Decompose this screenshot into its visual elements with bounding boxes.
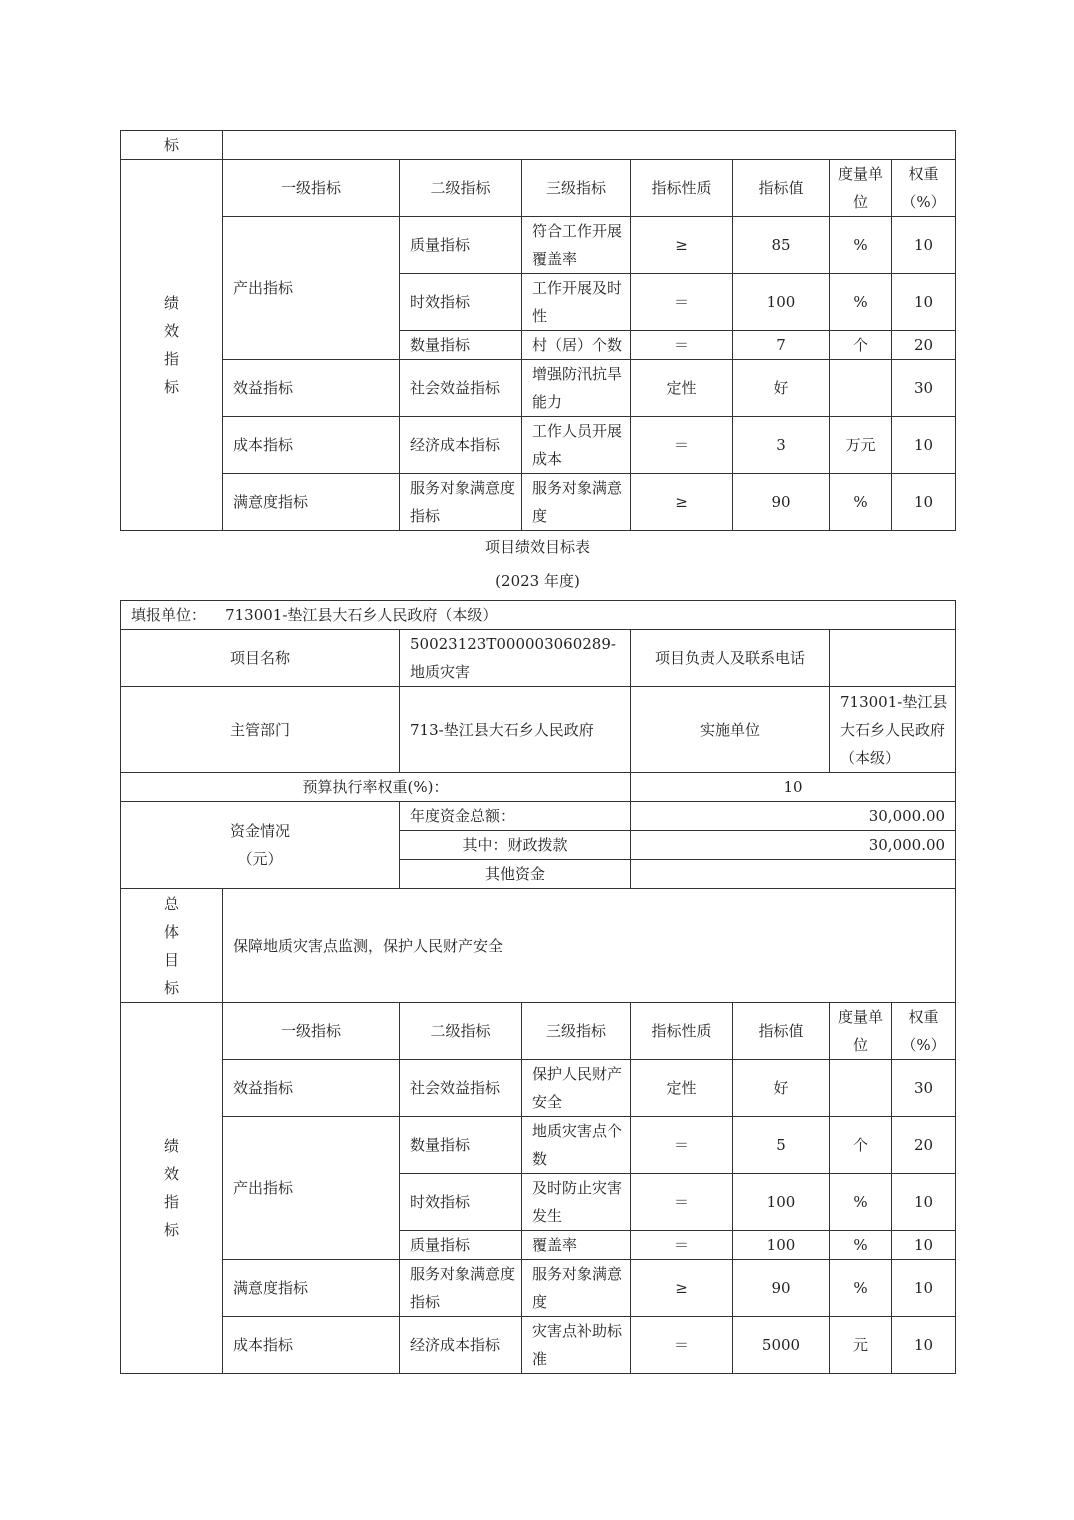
value-cell: 100	[733, 1231, 830, 1260]
unit-cell: 万元	[830, 417, 892, 474]
weight-cell: 10	[892, 1174, 956, 1231]
weight-cell: 30	[892, 1060, 956, 1117]
level3-cell: 及时防止灾害发生	[522, 1174, 631, 1231]
value-cell: 5	[733, 1117, 830, 1174]
level2-cell: 时效指标	[400, 274, 522, 331]
weight-cell: 10	[892, 1317, 956, 1374]
header-level3: 三级指标	[522, 160, 631, 217]
nature-cell: ＝	[631, 1117, 733, 1174]
top-label: 标	[121, 131, 223, 160]
level2-cell: 经济成本指标	[400, 1317, 522, 1374]
header-unit: 度量单位	[830, 1003, 892, 1060]
level1-cell: 满意度指标	[223, 474, 400, 531]
unit-cell: 个	[830, 331, 892, 360]
level3-cell: 符合工作开展覆盖率	[522, 217, 631, 274]
unit-cell: 个	[830, 1117, 892, 1174]
level2-cell: 数量指标	[400, 1117, 522, 1174]
value-cell: 90	[733, 1260, 830, 1317]
level3-cell: 增强防汛抗旱能力	[522, 360, 631, 417]
reporting-unit-row	[121, 601, 956, 630]
level2-cell: 社会效益指标	[400, 360, 522, 417]
header-weight: 权重（%）	[892, 160, 956, 217]
weight-cell: 10	[892, 274, 956, 331]
header-level3: 三级指标	[522, 1003, 631, 1060]
level2-cell: 社会效益指标	[400, 1060, 522, 1117]
level1-cell: 成本指标	[223, 417, 400, 474]
level3-cell: 服务对象满意度	[522, 474, 631, 531]
level1-cell: 效益指标	[223, 360, 400, 417]
value-cell: 100	[733, 1174, 830, 1231]
header-unit: 度量单位	[830, 160, 892, 217]
nature-cell: ≥	[631, 474, 733, 531]
level1-cell: 成本指标	[223, 1317, 400, 1374]
project-leader-value	[830, 630, 956, 687]
level2-cell: 质量指标	[400, 217, 522, 274]
header-nature: 指标性质	[631, 1003, 733, 1060]
side-label: 绩 效 指 标	[121, 160, 223, 531]
overall-goal-label: 总 体 目 标	[121, 889, 223, 1003]
nature-cell: ＝	[631, 331, 733, 360]
fiscal-fund-value: 30,000.00	[631, 831, 956, 860]
value-cell: 100	[733, 274, 830, 331]
other-fund-value	[631, 860, 956, 889]
other-fund-label: 其他资金	[400, 860, 631, 889]
level3-cell: 地质灾害点个数	[522, 1117, 631, 1174]
nature-cell: ≥	[631, 1260, 733, 1317]
nature-cell: 定性	[631, 360, 733, 417]
side-label: 绩 效 指 标	[121, 1003, 223, 1374]
header-value: 指标值	[733, 160, 830, 217]
performance-goal-table	[120, 600, 956, 1374]
unit-cell: %	[830, 474, 892, 531]
unit-cell: %	[830, 274, 892, 331]
nature-cell: ≥	[631, 217, 733, 274]
table-row	[121, 1117, 956, 1174]
value-cell: 好	[733, 360, 830, 417]
unit-cell: %	[830, 1260, 892, 1317]
weight-cell: 20	[892, 1117, 956, 1174]
value-cell: 好	[733, 1060, 830, 1117]
unit-cell	[830, 360, 892, 417]
value-cell: 85	[733, 217, 830, 274]
overall-goal-value: 保障地质灾害点监测，保护人民财产安全	[223, 889, 956, 1003]
level2-cell: 时效指标	[400, 1174, 522, 1231]
level2-cell: 服务对象满意度指标	[400, 474, 522, 531]
nature-cell: ＝	[631, 274, 733, 331]
performance-table-continued	[120, 130, 956, 531]
level1-cell: 效益指标	[223, 1060, 400, 1117]
header-value: 指标值	[733, 1003, 830, 1060]
table-row	[121, 217, 956, 274]
weight-cell: 10	[892, 417, 956, 474]
project-name-label: 项目名称	[121, 630, 400, 687]
weight-cell: 10	[892, 1260, 956, 1317]
value-cell: 7	[733, 331, 830, 360]
unit-cell: %	[830, 217, 892, 274]
level3-cell: 工作人员开展成本	[522, 417, 631, 474]
annual-fund-label: 年度资金总额：	[400, 802, 631, 831]
level3-cell: 村（居）个数	[522, 331, 631, 360]
impl-unit-value: 713001-垫江县大石乡人民政府（本级）	[830, 687, 956, 773]
unit-cell: %	[830, 1231, 892, 1260]
impl-unit-label: 实施单位	[631, 687, 830, 773]
level3-cell: 覆盖率	[522, 1231, 631, 1260]
budget-rate-value: 10	[631, 773, 956, 802]
table-row	[121, 360, 956, 417]
header-nature: 指标性质	[631, 160, 733, 217]
level2-cell: 经济成本指标	[400, 417, 522, 474]
weight-cell: 30	[892, 360, 956, 417]
header-weight: 权重（%）	[892, 1003, 956, 1060]
table-title: 项目绩效目标表	[484, 538, 590, 556]
level2-cell: 服务对象满意度指标	[400, 1260, 522, 1317]
nature-cell: ＝	[631, 1231, 733, 1260]
table-row	[121, 474, 956, 531]
top-empty-cell	[223, 131, 956, 160]
table-year: (2023 年度)	[495, 572, 580, 590]
table-row	[121, 1260, 956, 1317]
fund-label: 资金情况 （元）	[121, 802, 400, 889]
level3-cell: 保护人民财产安全	[522, 1060, 631, 1117]
reporting-unit-label: 填报单位：	[131, 606, 207, 624]
weight-cell: 10	[892, 217, 956, 274]
project-leader-label: 项目负责人及联系电话	[631, 630, 830, 687]
level1-cell: 产出指标	[223, 217, 400, 360]
level1-cell: 产出指标	[223, 1117, 400, 1260]
project-name-value: 50023123T000003060289-地质灾害	[400, 630, 631, 687]
fiscal-fund-label: 其中：财政拨款	[400, 831, 631, 860]
header-level2: 二级指标	[400, 160, 522, 217]
level3-cell: 服务对象满意度	[522, 1260, 631, 1317]
nature-cell: 定性	[631, 1060, 733, 1117]
unit-cell: 元	[830, 1317, 892, 1374]
nature-cell: ＝	[631, 1174, 733, 1231]
nature-cell: ＝	[631, 417, 733, 474]
table-row	[121, 1060, 956, 1117]
header-level1: 一级指标	[223, 1003, 400, 1060]
value-cell: 90	[733, 474, 830, 531]
header-level1: 一级指标	[223, 160, 400, 217]
value-cell: 5000	[733, 1317, 830, 1374]
annual-fund-value: 30,000.00	[631, 802, 956, 831]
table-row	[121, 1317, 956, 1374]
value-cell: 3	[733, 417, 830, 474]
level2-cell: 数量指标	[400, 331, 522, 360]
level3-cell: 灾害点补助标准	[522, 1317, 631, 1374]
unit-cell	[830, 1060, 892, 1117]
dept-label: 主管部门	[121, 687, 400, 773]
dept-value: 713-垫江县大石乡人民政府	[400, 687, 631, 773]
table-row	[121, 417, 956, 474]
level2-cell: 质量指标	[400, 1231, 522, 1260]
weight-cell: 20	[892, 331, 956, 360]
level1-cell: 满意度指标	[223, 1260, 400, 1317]
weight-cell: 10	[892, 1231, 956, 1260]
weight-cell: 10	[892, 474, 956, 531]
reporting-unit-value: 713001-垫江县大石乡人民政府（本级）	[225, 606, 498, 624]
unit-cell: %	[830, 1174, 892, 1231]
nature-cell: ＝	[631, 1317, 733, 1374]
header-level2: 二级指标	[400, 1003, 522, 1060]
budget-rate-label: 预算执行率权重(%)：	[121, 773, 631, 802]
level3-cell: 工作开展及时性	[522, 274, 631, 331]
